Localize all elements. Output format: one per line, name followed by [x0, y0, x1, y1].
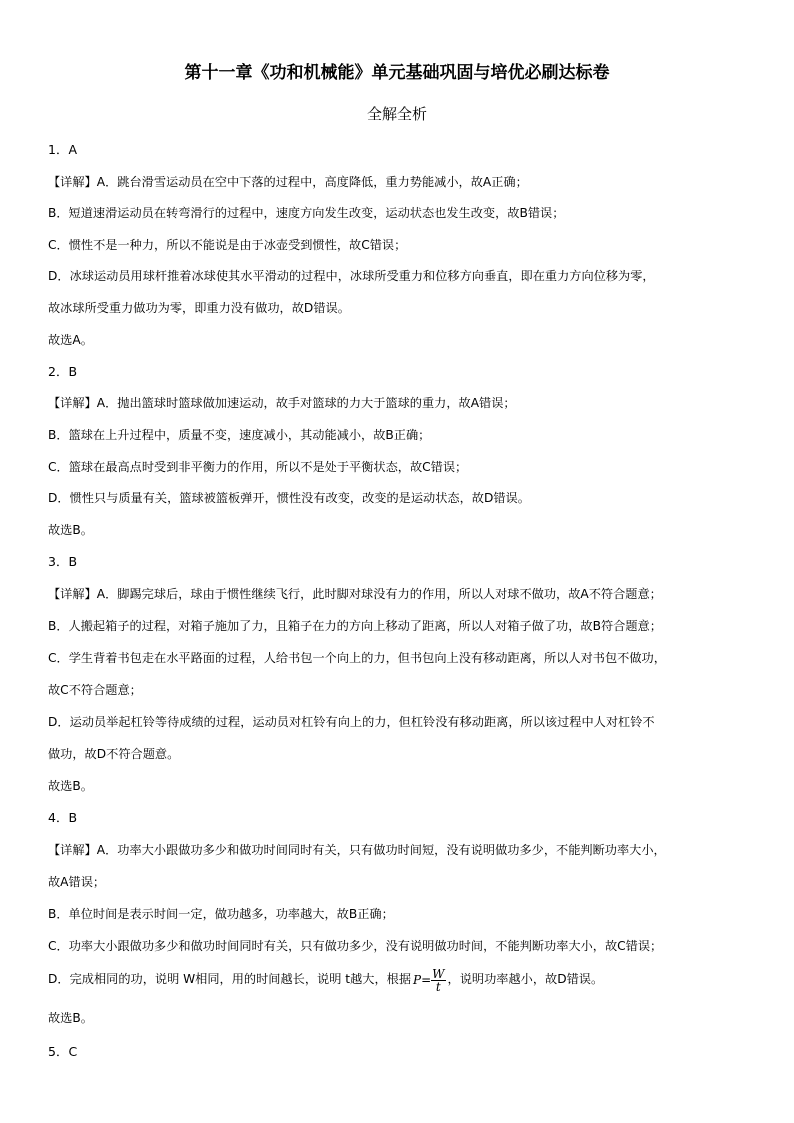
explanation-line: 【详解】A．功率大小跟做功多少和做功时间同时有关，只有做功时间短，没有说明做功多少，不能判断功率大小， — [48, 843, 666, 857]
formula-equals: = — [421, 972, 432, 987]
explanation-line: B．短道速滑运动员在转弯滑行的过程中，速度方向发生改变，运动状态也发生改变，故B错误； — [48, 206, 565, 220]
answer-number: 3．B — [48, 554, 78, 569]
explanation-line: 做功，故D不符合题意。 — [48, 747, 180, 761]
document-subtitle: 全解全析 — [366, 105, 427, 123]
explanation-line: C．篮球在最高点时受到非平衡力的作用，所以不是处于平衡状态，故C错误； — [48, 460, 468, 474]
formula-lhs: P — [413, 972, 422, 987]
explanation-line: C．功率大小跟做功多少和做功时间同时有关，只有做功多少，没有说明做功时间，不能判断功率大小，故C错误； — [48, 939, 663, 953]
explanation-line: C．惯性不是一种力，所以不能说是由于冰壶受到惯性，故C错误； — [48, 238, 407, 252]
explanation-line: C．学生背着书包走在水平路面的过程，人给书包一个向上的力，但书包向上没有移动距离，所以人对书包不做功， — [48, 651, 666, 665]
explanation-line-with-formula — [48, 964, 754, 995]
explanation-line: 【详解】A．脚踢完球后，球由于惯性继续飞行，此时脚对球没有力的作用，所以人对球不做功，故A不符合题意； — [48, 587, 662, 601]
explanation-line: 故C不符合题意； — [48, 683, 142, 697]
answer-conclusion: 故选B。 — [48, 523, 93, 537]
explanation-line: D．冰球运动员用球杆推着冰球使其水平滑动的过程中，冰球所受重力和位移方向垂直，即在重力方向位移为零， — [48, 269, 655, 283]
document-title: 第十一章《功和机械能》单元基础巩固与培优必刷达标卷 — [184, 63, 610, 83]
answer-number: 4．B — [48, 810, 78, 825]
answer-number: 1．A — [48, 142, 78, 157]
explanation-line: D．惯性只与质量有关，篮球被篮板弹开，惯性没有改变，改变的是运动状态，故D错误。 — [48, 491, 530, 505]
explanation-line: 【详解】A．跳台滑雪运动员在空中下落的过程中，高度降低，重力势能减小，故A正确； — [48, 175, 528, 189]
formula-fraction — [431, 968, 445, 993]
formula-text-before: D．完成相同的功，说明 W相同，用的时间越长，说明 t越大，根据 — [48, 972, 412, 986]
explanation-line: B．人搬起箱子的过程，对箱子施加了力，且箱子在力的方向上移动了距离，所以人对箱子做了功，故B符合题意； — [48, 619, 662, 633]
explanation-line: 【详解】A．抛出篮球时篮球做加速运动，故手对篮球的力大于篮球的重力，故A错误； — [48, 396, 516, 410]
answer-conclusion: 故选A。 — [48, 333, 93, 347]
explanation-line: D．运动员举起杠铃等待成绩的过程，运动员对杠铃有向上的力，但杠铃没有移动距离，所以该过程中人对杠铃不 — [48, 715, 655, 729]
explanation-line: 故A错误； — [48, 875, 106, 889]
answer-conclusion: 故选B。 — [48, 1011, 93, 1025]
answer-number: 2．B — [48, 364, 78, 379]
explanation-line: B．单位时间是表示时间一定，做功越多，功率越大，故B正确； — [48, 907, 394, 921]
answer-conclusion: 故选B。 — [48, 779, 93, 793]
power-formula — [413, 965, 445, 995]
answer-number: 5．C — [48, 1044, 78, 1059]
explanation-line: 故冰球所受重力做功为零，即重力没有做功，故D错误。 — [48, 301, 350, 315]
formula-text-after: ，说明功率越小，故D错误。 — [447, 972, 604, 986]
explanation-line: B．篮球在上升过程中，质量不变，速度减小，其动能减小，故B正确； — [48, 428, 431, 442]
formula-denominator: t — [435, 979, 441, 994]
formula-numerator: W — [432, 966, 445, 981]
